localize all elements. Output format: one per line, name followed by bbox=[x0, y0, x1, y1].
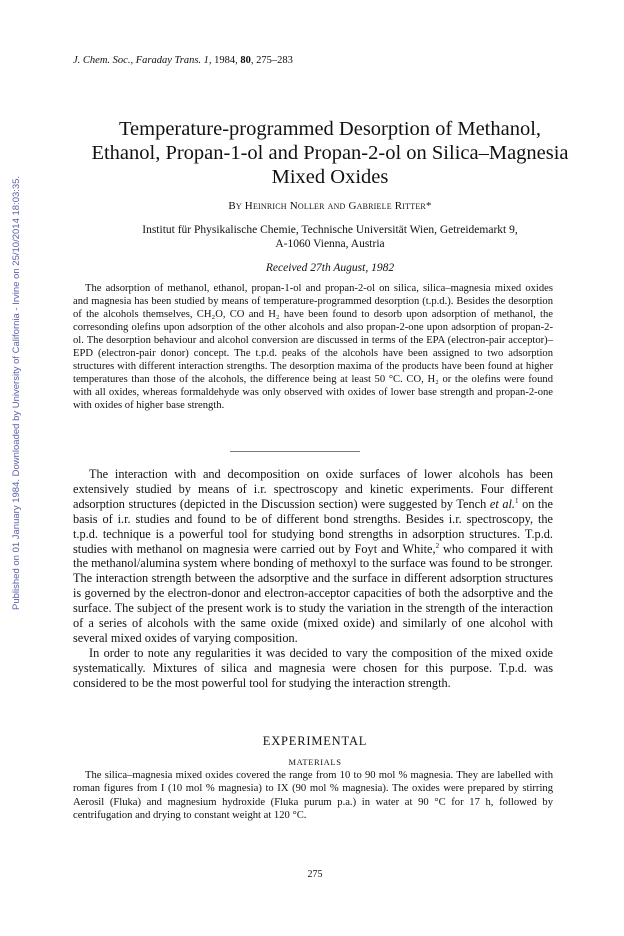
introduction bbox=[73, 467, 553, 691]
affiliation-line-1: Institut für Physikalische Chemie, Technische Universität Wien, Getreidemarkt 9, bbox=[142, 224, 518, 236]
affiliation-line-2: A-1060 Vienna, Austria bbox=[275, 238, 385, 250]
section-divider bbox=[230, 451, 360, 452]
intro-p1-part-b: on the basis of i.r. studies and found to be of different bond strengths. Besides i.r. spectroscopy, the t.p.d. technique is a powerful tool for studying bond strengths in adsorption structures. T.p.d. studies with methanol on magnesia were carried out by Foyt and White, bbox=[73, 496, 553, 556]
title-line-3: Mixed Oxides bbox=[271, 166, 389, 188]
page-number: 275 bbox=[307, 869, 323, 880]
journal-pages: , 275–283 bbox=[250, 55, 293, 66]
received-text: Received 27th August, 1982 bbox=[265, 262, 395, 274]
journal-name: J. Chem. Soc., Faraday Trans. 1, bbox=[73, 55, 212, 66]
article-title bbox=[60, 117, 600, 189]
intro-p1-part-a: The interaction with and decomposition on oxide surfaces of lower alcohols has been extensively studied by means of i.r. spectroscopy and kinetic experiments. Four different adsorption structures (depicted in the Discussion section) were suggested by Tench bbox=[73, 467, 553, 511]
title-line-1: Temperature-programmed Desorption of Methanol, bbox=[118, 118, 542, 140]
abstract: The adsorption of methanol, ethanol, propan-1-ol and propan-2-ol on silica, silica–magnesia mixed oxides and magnesia has been studied by means of temperature-programmed desorption (t.p.d.). Besides the desorption of the alcohols themselves, CH₂O, CO and H₂ have been found to desorb upon adsorption of methanol, the corresonding olefins upon adsorption of the other alcohols and also propan-2-one upon adsorption of propan-2-ol. The desorption behaviour and alcohol conversion are discussed in terms of the EPA (electron-pair acceptor)–EPD (electron-pair donor) concept. The t.p.d. peaks of the alcohols have been assigned to two adsorption structures with different interaction strengths. The desorption maxima of the products have been found at higher temperatures than those of the alcohols, the difference being at least 50 °C. CO, H₂ or the olefins were found with all oxides, whereas formaldehyde was only observed with oxides of lower base strength and propan-2-one with oxides of higher base strength. bbox=[73, 283, 553, 412]
intro-paragraph-2: In order to note any regularities it was decided to vary the composition of the mixed oxide systematically. Mixtures of silica and magnesia were chosen for this purpose. T.p.d. was considered to be the most powerful tool for studying the interaction strength. bbox=[73, 645, 553, 690]
intro-p1-etal: et al. bbox=[489, 496, 515, 511]
reference-1[interactable]: 1 bbox=[514, 496, 519, 505]
intro-paragraph-1 bbox=[73, 467, 553, 646]
author-line bbox=[60, 200, 600, 212]
reference-2[interactable]: 2 bbox=[435, 541, 440, 550]
journal-volume: 80 bbox=[240, 55, 251, 66]
materials-heading: MATERIALS bbox=[288, 757, 342, 767]
journal-year: 1984, bbox=[211, 55, 241, 66]
intro-p1-part-c: who compared it with the methanol/alumina system where bonding of methoxyl to the surface was found to be stronger. The interaction strength between the adsorptive and the surface in different adsorption structures is governed by the electron-donor and electron-acceptor capacities of both the adsorptive and the surface. The subject of the present work is to study the variation in the strength of the interaction of a series of alcohols with the same oxide (mixed oxide) and similarly of one alcohol with several mixed oxides of varying composition. bbox=[73, 541, 553, 645]
author-by: By bbox=[228, 200, 242, 212]
materials-paragraph: The silica–magnesia mixed oxides covered the range from 10 to 90 mol % magnesia. They are labelled with roman figures from I (10 mol % magnesia) to IX (90 mol % magnesia). The oxides were prepared by stirring Aerosil (Fluka) and magnesium hydroxide (Fluka purum p.a.) in water at 90 °C for 17 h, followed by centrifugation and drying to constant weight at 120 °C. bbox=[73, 770, 553, 822]
journal-citation bbox=[73, 55, 293, 66]
experimental-heading: EXPERIMENTAL bbox=[262, 734, 368, 748]
received-date bbox=[60, 262, 600, 274]
affiliation bbox=[60, 223, 600, 251]
download-watermark bbox=[10, 100, 24, 610]
download-watermark-text: Published on 01 January 1984. Downloaded by University of California - Irvine on 25/10/2014 18:03:35. bbox=[11, 175, 22, 610]
author-names: Heinrich Noller and Gabriele Ritter* bbox=[244, 200, 432, 212]
title-line-2: Ethanol, Propan-1-ol and Propan-2-ol on Silica–Magnesia bbox=[91, 142, 569, 164]
